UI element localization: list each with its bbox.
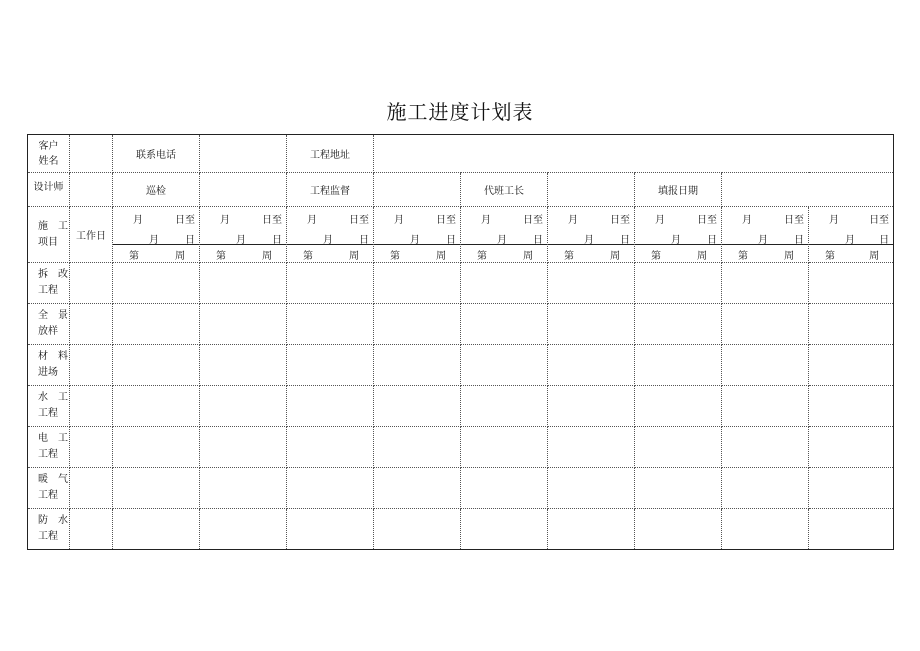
schedule-cell[interactable]	[200, 386, 287, 427]
schedule-cell[interactable]	[374, 345, 461, 386]
schedule-table	[27, 134, 894, 550]
address-field[interactable]	[374, 135, 894, 173]
schedule-cell[interactable]	[113, 509, 200, 550]
schedule-cell[interactable]	[200, 263, 287, 304]
workday-cell[interactable]	[70, 345, 113, 386]
schedule-cell[interactable]	[200, 345, 287, 386]
schedule-cell[interactable]	[722, 427, 809, 468]
phone-field[interactable]	[200, 135, 287, 173]
schedule-cell[interactable]	[548, 304, 635, 345]
schedule-cell[interactable]	[113, 386, 200, 427]
schedule-cell[interactable]	[635, 427, 722, 468]
schedule-cell[interactable]	[809, 427, 894, 468]
schedule-cell[interactable]	[200, 427, 287, 468]
info-row-2	[28, 173, 894, 207]
project-label: 水 工 工程	[28, 386, 70, 427]
schedule-cell[interactable]	[722, 263, 809, 304]
date-range-cell[interactable]: 月 日至 月 日 第 周	[287, 207, 374, 263]
schedule-cell[interactable]	[113, 468, 200, 509]
workday-cell[interactable]	[70, 509, 113, 550]
schedule-cell[interactable]	[809, 304, 894, 345]
date-header-row	[28, 207, 894, 263]
page-title: 施工进度计划表	[386, 100, 534, 124]
info-row-1	[28, 135, 894, 173]
date-range-cell[interactable]: 月 日至 月 日 第 周	[548, 207, 635, 263]
schedule-cell[interactable]	[548, 386, 635, 427]
schedule-cell[interactable]	[287, 468, 374, 509]
phone-label: 联系电话	[113, 135, 200, 173]
schedule-cell[interactable]	[374, 304, 461, 345]
schedule-cell[interactable]	[374, 386, 461, 427]
project-row	[28, 509, 894, 550]
schedule-cell[interactable]	[809, 386, 894, 427]
schedule-cell[interactable]	[200, 509, 287, 550]
project-row	[28, 263, 894, 304]
schedule-cell[interactable]	[461, 304, 548, 345]
project-label: 材 料 进场	[28, 345, 70, 386]
schedule-cell[interactable]	[113, 304, 200, 345]
schedule-cell[interactable]	[200, 468, 287, 509]
schedule-cell[interactable]	[635, 468, 722, 509]
schedule-cell[interactable]	[809, 345, 894, 386]
date-range-cell[interactable]: 月 日至 月 日 第 周	[113, 207, 200, 263]
project-label: 暖 气 工程	[28, 468, 70, 509]
designer-label: 设计师	[28, 173, 70, 207]
date-range-cell[interactable]: 月 日至 月 日 第 周	[722, 207, 809, 263]
project-label: 防 水 工程	[28, 509, 70, 550]
schedule-cell[interactable]	[635, 509, 722, 550]
schedule-cell[interactable]	[809, 468, 894, 509]
date-range-cell[interactable]: 月 日至 月 日 第 周	[635, 207, 722, 263]
schedule-cell[interactable]	[287, 427, 374, 468]
schedule-cell[interactable]	[635, 345, 722, 386]
schedule-cell[interactable]	[548, 263, 635, 304]
schedule-cell[interactable]	[722, 468, 809, 509]
customer-name-label: 客户姓名	[28, 135, 70, 173]
schedule-cell[interactable]	[287, 263, 374, 304]
schedule-cell[interactable]	[287, 386, 374, 427]
schedule-cell[interactable]	[809, 263, 894, 304]
schedule-cell[interactable]	[287, 304, 374, 345]
schedule-cell[interactable]	[548, 345, 635, 386]
schedule-cell[interactable]	[635, 304, 722, 345]
inspection-field[interactable]	[200, 173, 287, 207]
schedule-cell[interactable]	[200, 304, 287, 345]
schedule-cell[interactable]	[809, 509, 894, 550]
customer-name-field[interactable]	[70, 135, 113, 173]
date-range-cell[interactable]: 月 日至 月 日 第 周	[200, 207, 287, 263]
project-label: 电 工 工程	[28, 427, 70, 468]
schedule-cell[interactable]	[287, 345, 374, 386]
schedule-cell[interactable]	[461, 468, 548, 509]
schedule-cell[interactable]	[113, 345, 200, 386]
project-header-label: 施 工 项目	[28, 207, 70, 263]
schedule-cell[interactable]	[548, 509, 635, 550]
project-row	[28, 427, 894, 468]
supervisor-field[interactable]	[374, 173, 461, 207]
foreman-label: 代班工长	[461, 173, 548, 207]
designer-field[interactable]	[70, 173, 113, 207]
workday-cell[interactable]	[70, 468, 113, 509]
project-label: 拆 改 工程	[28, 263, 70, 304]
date-range-cell[interactable]: 月 日至 月 日 第 周	[374, 207, 461, 263]
schedule-cell[interactable]	[722, 386, 809, 427]
schedule-cell[interactable]	[722, 509, 809, 550]
schedule-cell[interactable]	[374, 263, 461, 304]
workday-cell[interactable]	[70, 304, 113, 345]
schedule-cell[interactable]	[635, 263, 722, 304]
project-row	[28, 304, 894, 345]
schedule-cell[interactable]	[722, 345, 809, 386]
foreman-field[interactable]	[548, 173, 635, 207]
workday-cell[interactable]	[70, 427, 113, 468]
project-row	[28, 345, 894, 386]
schedule-cell[interactable]	[722, 304, 809, 345]
workday-label: 工作日	[70, 207, 113, 263]
report-date-label: 填报日期	[635, 173, 722, 207]
schedule-cell[interactable]	[548, 427, 635, 468]
workday-cell[interactable]	[70, 386, 113, 427]
schedule-cell[interactable]	[287, 509, 374, 550]
project-row	[28, 386, 894, 427]
schedule-cell[interactable]	[635, 386, 722, 427]
date-range-cell[interactable]: 月 日至 月 日 第 周	[809, 207, 894, 263]
schedule-cell[interactable]	[374, 468, 461, 509]
supervisor-label: 工程监督	[287, 173, 374, 207]
schedule-cell[interactable]	[461, 345, 548, 386]
schedule-cell[interactable]	[461, 509, 548, 550]
workday-cell[interactable]	[70, 263, 113, 304]
report-date-field[interactable]	[722, 173, 894, 207]
schedule-cell[interactable]	[374, 427, 461, 468]
project-label: 全 景 放样	[28, 304, 70, 345]
schedule-cell[interactable]	[461, 427, 548, 468]
schedule-cell[interactable]	[113, 263, 200, 304]
project-row	[28, 468, 894, 509]
schedule-cell[interactable]	[374, 509, 461, 550]
schedule-cell[interactable]	[548, 468, 635, 509]
schedule-cell[interactable]	[461, 263, 548, 304]
date-range-cell[interactable]: 月 日至 月 日 第 周	[461, 207, 548, 263]
address-label: 工程地址	[287, 135, 374, 173]
schedule-cell[interactable]	[113, 427, 200, 468]
inspection-label: 巡检	[113, 173, 200, 207]
schedule-cell[interactable]	[461, 386, 548, 427]
